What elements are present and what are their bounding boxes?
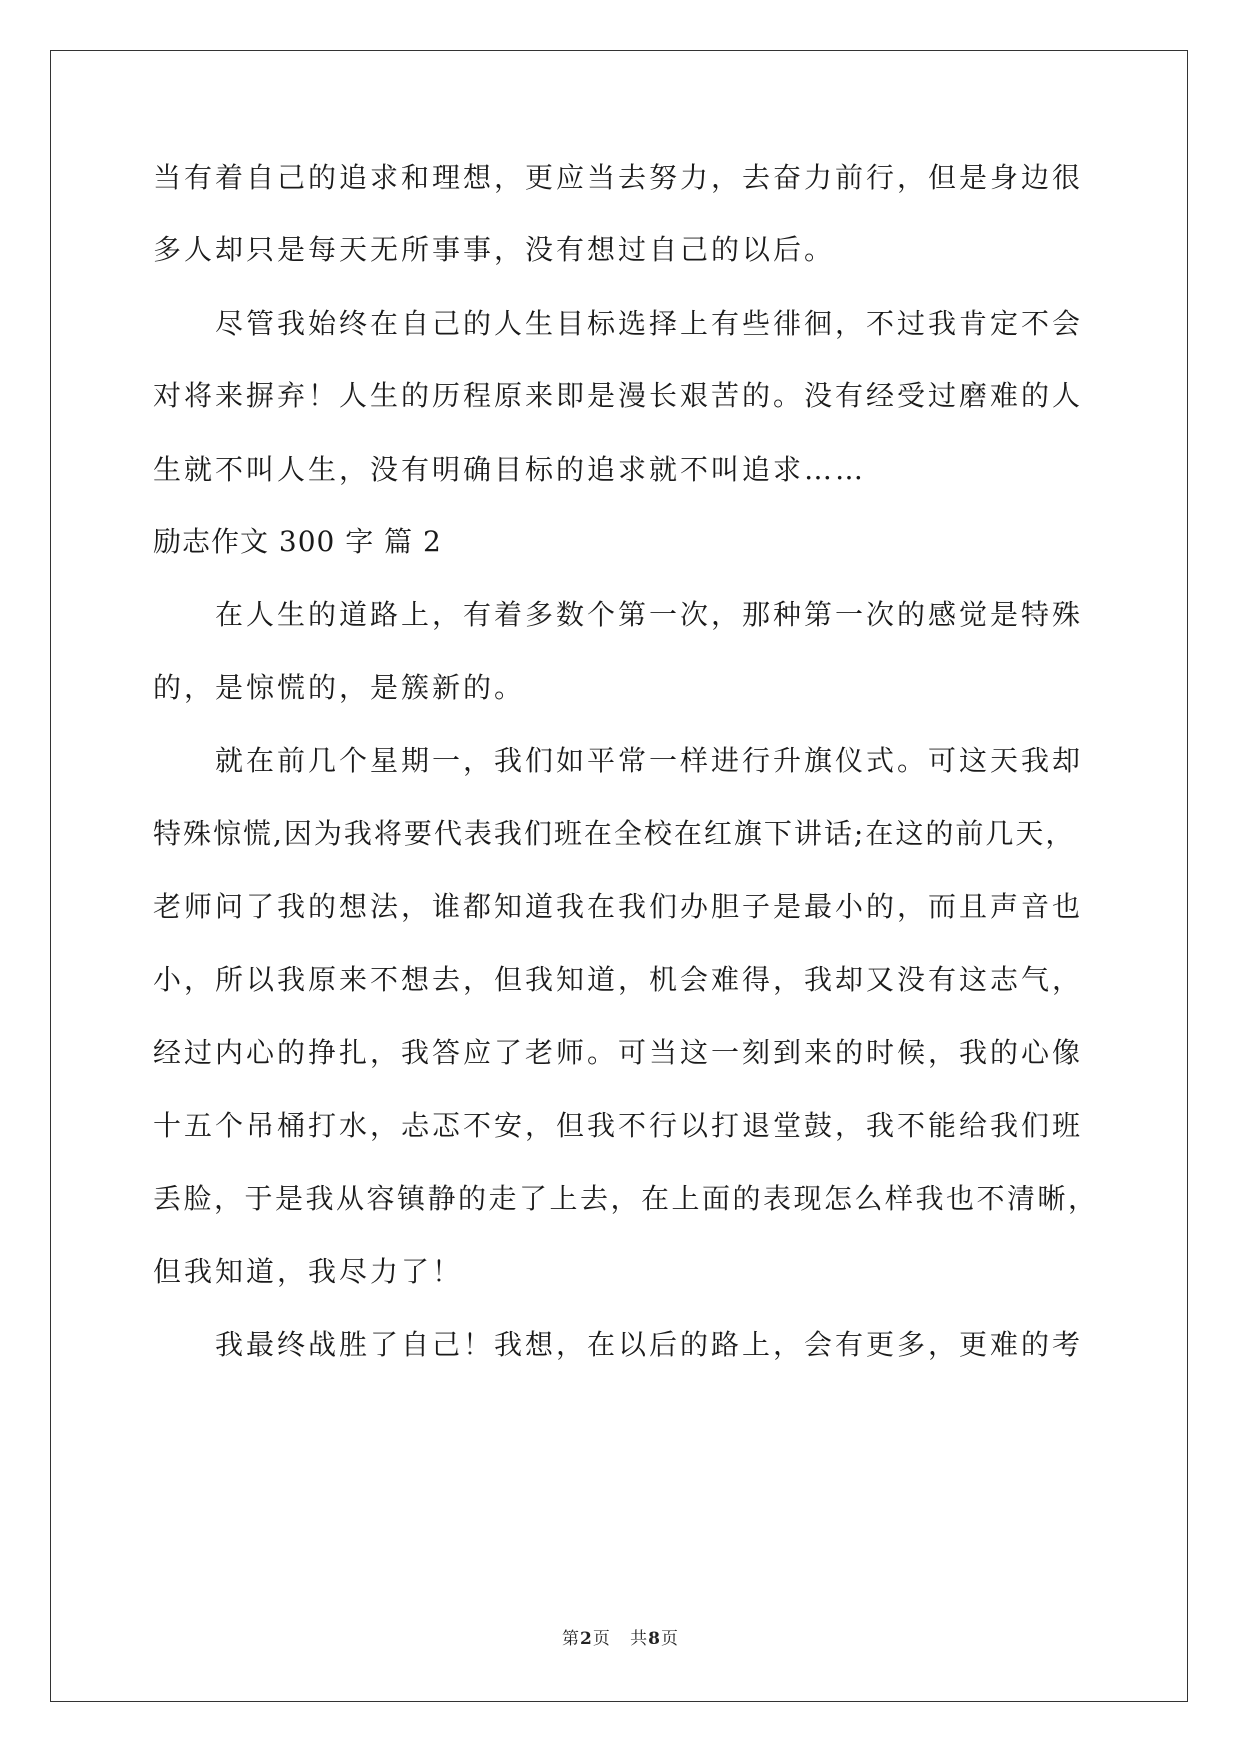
text-line: 特殊惊慌,因为我将要代表我们班在全校在红旗下讲话;在这的前几天， bbox=[153, 817, 1076, 850]
text-line: 在人生的道路上，有着多数个第一次，那种第一次的感觉是特殊 bbox=[215, 598, 1084, 631]
total-suffix: 页 bbox=[660, 1629, 679, 1649]
page-suffix: 页 bbox=[592, 1629, 611, 1649]
total-prefix: 共 bbox=[630, 1629, 649, 1649]
text-line: 老师问了我的想法，谁都知道我在我们办胆子是最小的，而且声音也 bbox=[153, 890, 1084, 923]
text-line: 十五个吊桶打水，忐忑不安，但我不行以打退堂鼓，我不能给我们班 bbox=[153, 1109, 1084, 1142]
text-line: 对将来摒弃！人生的历程原来即是漫长艰苦的。没有经受过磨难的人 bbox=[153, 379, 1084, 412]
page-prefix: 第 bbox=[562, 1629, 581, 1649]
text-line: 就在前几个星期一，我们如平常一样进行升旗仪式。可这天我却 bbox=[215, 744, 1084, 777]
text-line: 的，是惊慌的，是簇新的。 bbox=[153, 671, 526, 704]
text-line: 我最终战胜了自己！我想，在以后的路上，会有更多，更难的考 bbox=[215, 1328, 1084, 1361]
text-line: 经过内心的挣扎，我答应了老师。可当这一刻到来的时候，我的心像 bbox=[153, 1036, 1084, 1069]
text-line: 尽管我始终在自己的人生目标选择上有些徘徊，不过我肯定不会 bbox=[215, 307, 1084, 340]
page-footer bbox=[0, 1624, 1241, 1649]
text-line: 当有着自己的追求和理想，更应当去努力，去奋力前行，但是身边很 bbox=[153, 161, 1084, 194]
text-line: 多人却只是每天无所事事，没有想过自己的以后。 bbox=[153, 233, 836, 266]
text-line: 小，所以我原来不想去，但我知道，机会难得，我却又没有这志气， bbox=[153, 963, 1084, 996]
text-line: 丢脸，于是我从容镇静的走了上去，在上面的表现怎么样我也不清晰， bbox=[153, 1182, 1099, 1215]
text-line: 生就不叫人生，没有明确目标的追求就不叫追求…… bbox=[153, 453, 867, 486]
section-heading: 励志作文 300 字 篇 2 bbox=[153, 525, 442, 558]
page-frame bbox=[50, 50, 1188, 1702]
page-total: 8 bbox=[648, 1629, 661, 1649]
page-current: 2 bbox=[580, 1629, 593, 1649]
text-line: 但我知道，我尽力了！ bbox=[153, 1255, 464, 1288]
